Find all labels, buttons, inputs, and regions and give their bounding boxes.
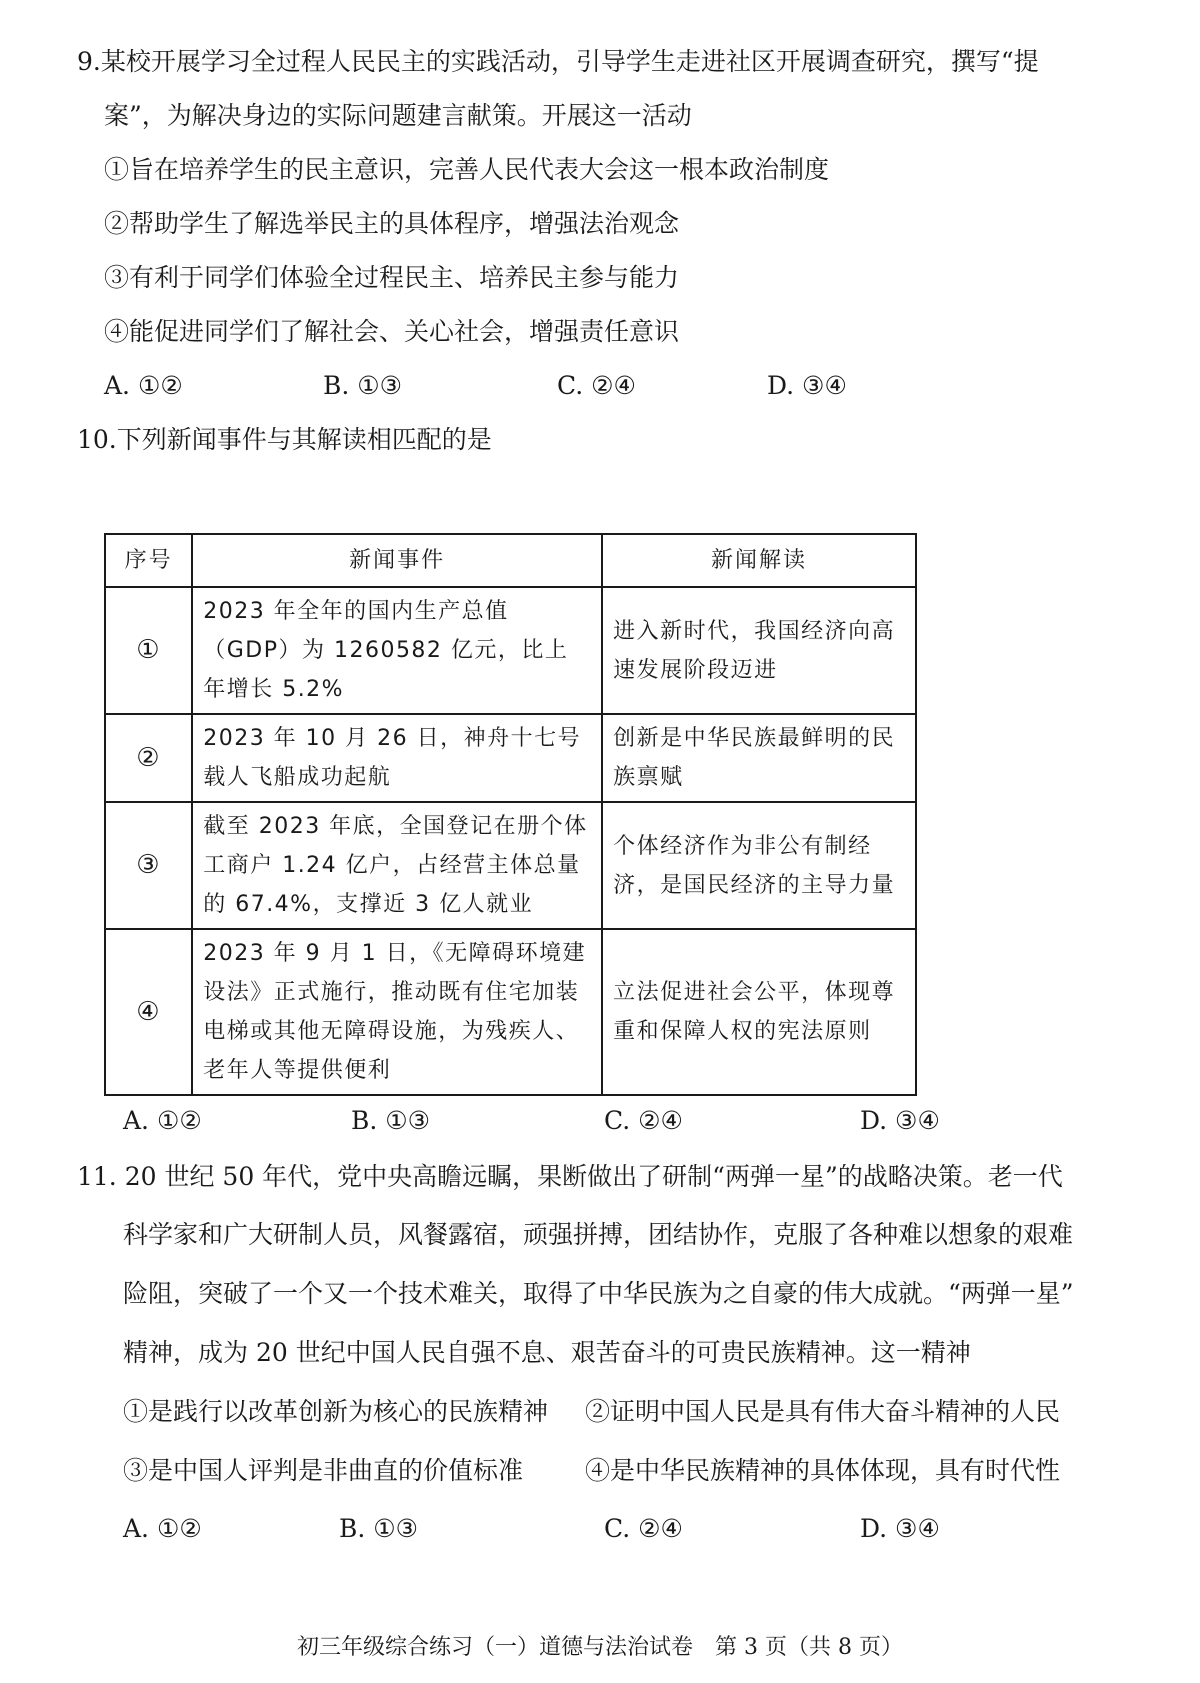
news-table-header-row	[105, 534, 916, 587]
q9-option-c: C. ②④	[557, 371, 636, 400]
q10-option-c: C. ②④	[604, 1106, 683, 1135]
row-event: 2023 年 10 月 26 日，神舟十七号载人飞船成功起航	[192, 714, 602, 802]
q9-option-a: A. ①②	[104, 371, 183, 400]
q11-option-a: A. ①②	[123, 1514, 202, 1543]
row-reading: 立法促进社会公平，体现尊重和保障人权的宪法原则	[602, 929, 916, 1095]
row-reading: 进入新时代，我国经济向高速发展阶段迈进	[602, 587, 916, 714]
q11-option-c: C. ②④	[604, 1514, 683, 1543]
q9-item-2: ②帮助学生了解选举民主的具体程序，增强法治观念	[104, 209, 680, 238]
q9-item-4: ④能促进同学们了解社会、关心社会，增强责任意识	[104, 317, 680, 346]
q10-stem: 10.下列新闻事件与其解读相匹配的是	[77, 425, 492, 454]
q11-item-2: ②证明中国人民是具有伟大奋斗精神的人民	[585, 1397, 1061, 1426]
q9-option-d: D. ③④	[767, 371, 847, 400]
q9-item-3: ③有利于同学们体验全过程民主、培养民主参与能力	[104, 263, 680, 292]
table-row	[105, 929, 916, 1095]
q11-stem-line-3: 险阻，突破了一个又一个技术难关，取得了中华民族为之自豪的伟大成就。“两弹一星”	[123, 1279, 1074, 1308]
row-reading: 创新是中华民族最鲜明的民族禀赋	[602, 714, 916, 802]
table-row	[105, 802, 916, 929]
q11-item-4: ④是中华民族精神的具体体现，具有时代性	[585, 1456, 1061, 1485]
news-table	[104, 533, 917, 1096]
q11-stem-line-4: 精神，成为 20 世纪中国人民自强不息、艰苦奋斗的可贵民族精神。这一精神	[123, 1338, 971, 1367]
row-index: ②	[105, 714, 192, 802]
q10-option-b: B. ①③	[351, 1106, 431, 1135]
table-row	[105, 714, 916, 802]
q9-option-b: B. ①③	[323, 371, 403, 400]
row-event: 截至 2023 年底，全国登记在册个体工商户 1.24 亿户，占经营主体总量的 67.4%，支撑近 3 亿人就业	[192, 802, 602, 929]
q10-option-a: A. ①②	[123, 1106, 202, 1135]
row-reading: 个体经济作为非公有制经济，是国民经济的主导力量	[602, 802, 916, 929]
row-index: ④	[105, 929, 192, 1095]
q10-option-d: D. ③④	[860, 1106, 940, 1135]
page-footer: 初三年级综合练习（一）道德与法治试卷 第 3 页（共 8 页）	[297, 1635, 903, 1660]
table-row	[105, 587, 916, 714]
q11-item-3: ③是中国人评判是非曲直的价值标准	[123, 1456, 524, 1485]
row-event: 2023 年 9 月 1 日，《无障碍环境建设法》正式施行，推动既有住宅加装电梯或其他无障碍设施，为残疾人、老年人等提供便利	[192, 929, 602, 1095]
row-index: ③	[105, 802, 192, 929]
q11-stem-line-2: 科学家和广大研制人员，风餐露宿，顽强拼搏，团结协作，克服了各种难以想象的艰难	[123, 1220, 1074, 1249]
header-reading: 新闻解读	[602, 534, 916, 587]
q11-option-d: D. ③④	[860, 1514, 940, 1543]
q11-item-1: ①是践行以改革创新为核心的民族精神	[123, 1397, 549, 1426]
q9-stem-line-1: 9.某校开展学习全过程人民民主的实践活动，引导学生走进社区开展调查研究，撰写“提	[77, 47, 1039, 76]
header-index: 序号	[105, 534, 192, 587]
q11-option-b: B. ①③	[339, 1514, 419, 1543]
q9-item-1: ①旨在培养学生的民主意识，完善人民代表大会这一根本政治制度	[104, 155, 830, 184]
q11-stem-line-1: 11. 20 世纪 50 年代，党中央高瞻远瞩，果断做出了研制“两弹一星”的战略决策。老一代	[77, 1162, 1063, 1191]
q9-stem-line-2: 案”，为解决身边的实际问题建言献策。开展这一活动	[104, 101, 692, 130]
row-event: 2023 年全年的国内生产总值（GDP）为 1260582 亿元，比上年增长 5.2%	[192, 587, 602, 714]
header-event: 新闻事件	[192, 534, 602, 587]
row-index: ①	[105, 587, 192, 714]
